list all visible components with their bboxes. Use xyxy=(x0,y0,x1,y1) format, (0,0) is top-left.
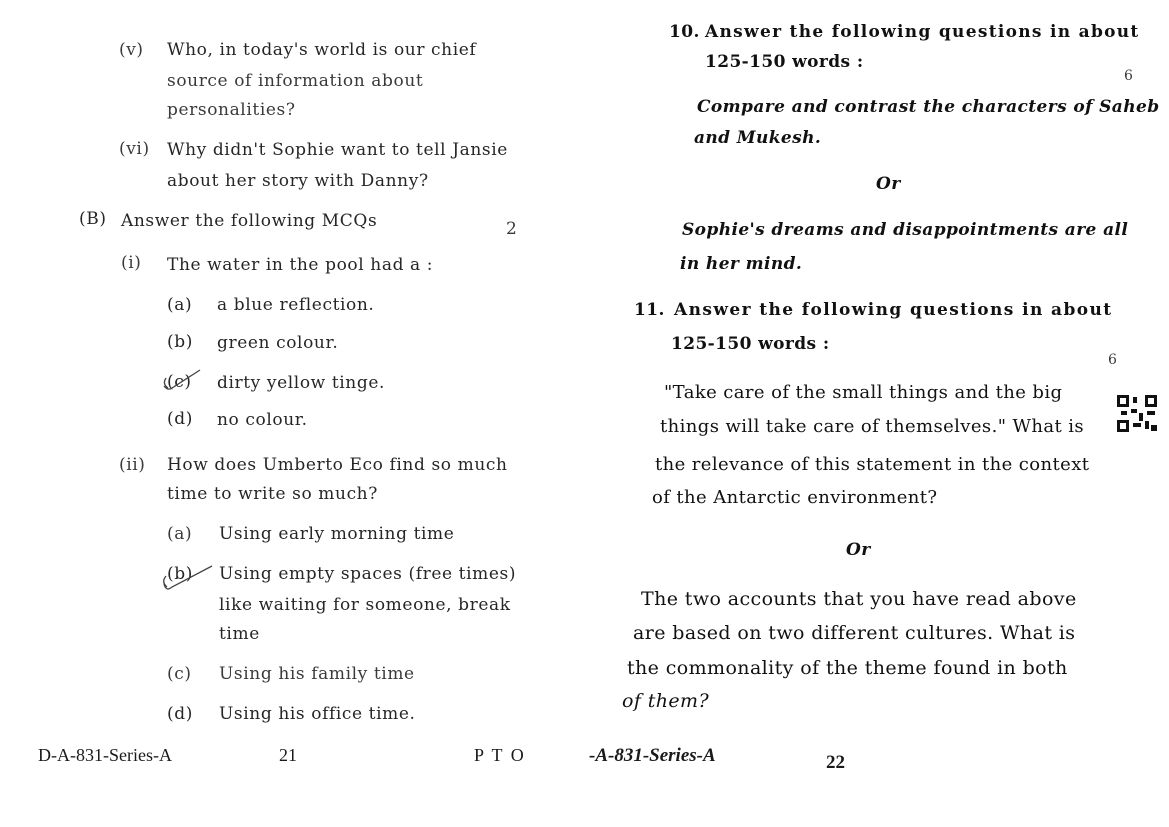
section-marks: 2 xyxy=(506,219,518,239)
paper-code: -A-831-Series-A xyxy=(589,745,716,766)
mcq-option-text: no colour. xyxy=(217,410,308,430)
answer-option-line: of them? xyxy=(622,690,710,712)
mcq-option-text: Using his office time. xyxy=(219,704,416,724)
mcq-option-label: (c) xyxy=(167,664,192,684)
mcq-option-label: (d) xyxy=(167,704,193,724)
mcq-option-label: (b) xyxy=(167,332,193,352)
question-instruction: Answer the following questions in about xyxy=(705,22,1140,42)
question-text-line: Why didn't Sophie want to tell Jansie xyxy=(167,140,508,160)
mcq-option-label: (a) xyxy=(167,524,193,544)
page-number: 21 xyxy=(279,745,297,765)
mcq-stem: time to write so much? xyxy=(167,484,378,504)
mcq-option-text: dirty yellow tinge. xyxy=(217,373,385,393)
mcq-option-text: green colour. xyxy=(217,333,339,353)
word-limit: 125-150 words : xyxy=(671,334,830,354)
mcq-stem: The water in the pool had a : xyxy=(167,255,434,275)
qr-code-icon xyxy=(1117,395,1159,433)
page-number: 22 xyxy=(826,752,845,773)
question-marks: 6 xyxy=(1108,352,1118,368)
pto-label: P T O xyxy=(474,745,526,765)
answer-option-line: the relevance of this statement in the context xyxy=(655,454,1090,475)
mcq-option-label: (c) xyxy=(167,372,192,392)
mcq-number: (ii) xyxy=(119,455,146,475)
question-text-line: source of information about xyxy=(167,71,424,91)
paper-code: D-A-831-Series-A xyxy=(38,745,172,765)
question-text-line: personalities? xyxy=(167,100,296,120)
mcq-option-text: a blue reflection. xyxy=(217,295,375,315)
answer-option-line: and Mukesh. xyxy=(694,128,822,148)
or-separator: Or xyxy=(846,540,871,560)
answer-option-line: the commonality of the theme found in both xyxy=(627,657,1068,679)
question-marks: 6 xyxy=(1124,68,1134,84)
mcq-option-text: Using empty spaces (free times) xyxy=(219,564,517,584)
answer-option-line: The two accounts that you have read above xyxy=(641,588,1077,610)
mcq-option-label: (a) xyxy=(167,295,193,315)
checkmark-icon xyxy=(160,364,220,394)
question-text-line: Who, in today's world is our chief xyxy=(167,40,477,60)
mcq-option-label: (b) xyxy=(167,564,193,584)
mcq-option-text: Using his family time xyxy=(219,664,415,684)
word-limit: 125-150 words : xyxy=(705,52,864,72)
question-number: (vi) xyxy=(119,139,150,159)
section-instruction: Answer the following MCQs xyxy=(121,211,378,231)
answer-option-line: are based on two different cultures. What is xyxy=(633,622,1076,644)
mcq-option-text: time xyxy=(219,624,260,644)
mcq-option-label: (d) xyxy=(167,409,193,429)
or-separator: Or xyxy=(876,174,901,194)
question-number: 11. xyxy=(634,300,665,320)
answer-option-line: of the Antarctic environment? xyxy=(652,487,938,508)
answer-option-line: Compare and contrast the characters of Saheb xyxy=(697,97,1160,117)
question-instruction: Answer the following questions in about xyxy=(674,300,1113,320)
checkmark-icon xyxy=(160,560,222,594)
mcq-option-text: Using early morning time xyxy=(219,524,455,544)
question-number: 10. xyxy=(669,22,700,42)
answer-option-line: things will take care of themselves." What is xyxy=(660,416,1085,437)
mcq-number: (i) xyxy=(121,253,142,273)
section-label: (B) xyxy=(79,209,107,229)
mcq-stem: How does Umberto Eco find so much xyxy=(167,455,508,475)
answer-option-line: in her mind. xyxy=(680,254,803,274)
answer-option-line: "Take care of the small things and the big xyxy=(664,382,1063,403)
question-text-line: about her story with Danny? xyxy=(167,171,429,191)
answer-option-line: Sophie's dreams and disappointments are all xyxy=(682,220,1129,240)
mcq-option-text: like waiting for someone, break xyxy=(219,595,511,615)
question-number: (v) xyxy=(119,40,144,60)
